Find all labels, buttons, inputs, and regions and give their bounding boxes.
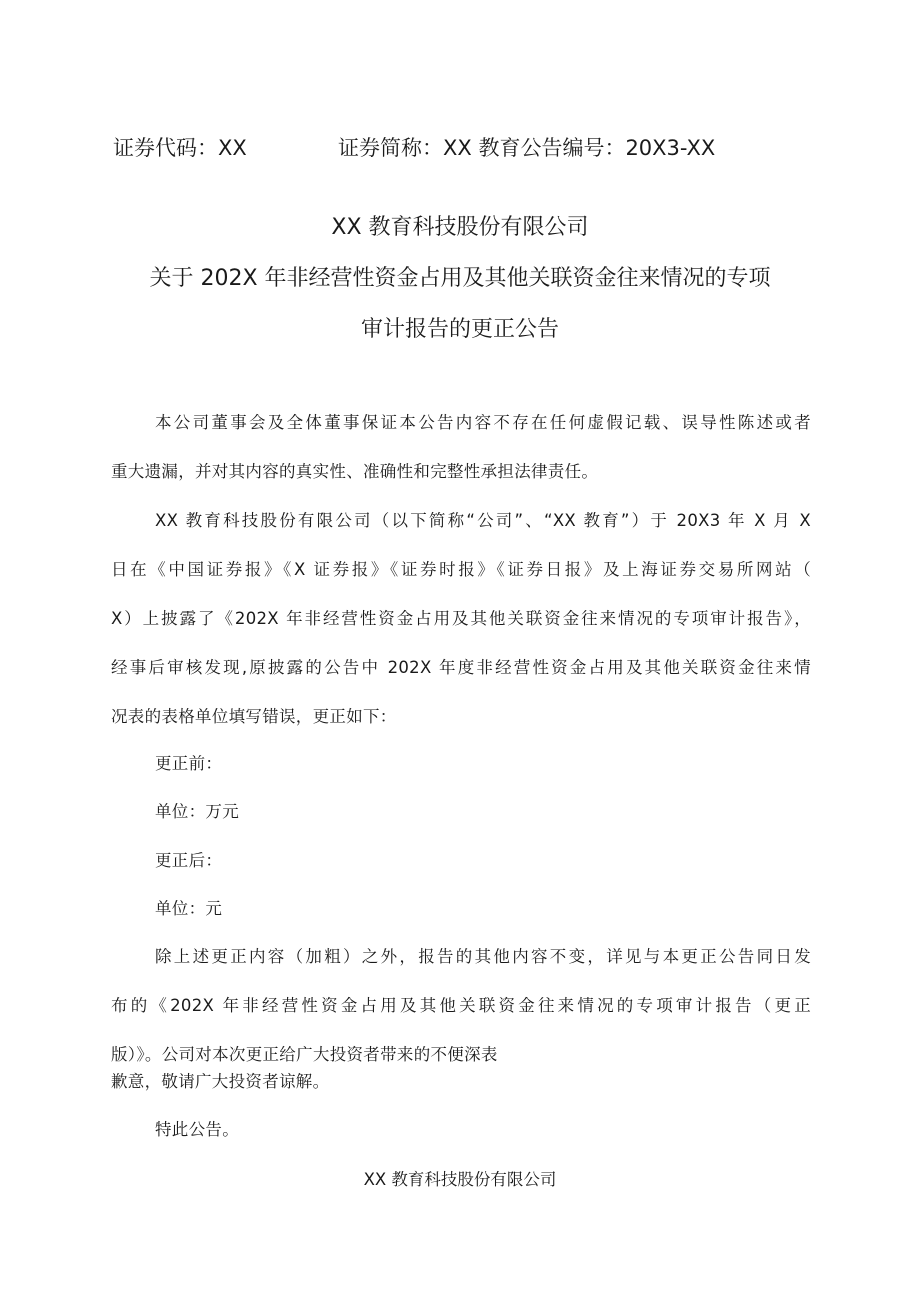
closing-line-4: 歉意，敬请广大投资者谅解。 — [111, 1072, 330, 1091]
title-subject-line1: 关于 202X 年非经营性资金占用及其他关联资金往来情况的专项 — [149, 266, 771, 291]
closing-line-2: 布的《202X 年非经营性资金占用及其他关联资金往来情况的专项审计报告（更正 — [111, 996, 811, 1015]
before-unit: 单位：万元 — [155, 802, 239, 821]
intro-line-1: XX 教育科技股份有限公司（以下简称“公司”、“XX 教育”）于 20X3 年 X 月 X — [155, 511, 811, 530]
closing-line-3: 版）》。公司对本次更正给广大投资者带来的不便深表 — [111, 1045, 498, 1064]
stock-name-and-number: 证券简称：XX 教育公告编号：20X3-XX — [338, 136, 716, 160]
title-subject-line2: 审计报告的更正公告 — [360, 317, 559, 342]
title-company: XX 教育科技股份有限公司 — [331, 215, 589, 240]
before-label: 更正前： — [155, 754, 223, 773]
after-unit: 单位：元 — [155, 899, 223, 918]
signature-company: XX 教育科技股份有限公司 — [363, 1170, 557, 1189]
intro-line-2: 日在《中国证券报》《X 证券报》《证券时报》《证券日报》及上海证券交易所网站（ — [111, 560, 811, 579]
stock-code: 证券代码：XX — [113, 136, 247, 160]
statement-line-2: 重大遗漏，并对其内容的真实性、准确性和完整性承担法律责任。 — [111, 462, 599, 481]
announcement-closing: 特此公告。 — [155, 1120, 239, 1139]
intro-line-3: X）上披露了《202X 年非经营性资金占用及其他关联资金往来情况的专项审计报告》， — [111, 609, 811, 628]
intro-line-5: 况表的表格单位填写错误，更正如下： — [111, 707, 397, 726]
intro-line-4: 经事后审核发现,原披露的公告中 202X 年度非经营性资金占用及其他关联资金往来情 — [111, 658, 811, 677]
after-label: 更正后： — [155, 851, 223, 870]
statement-line-1: 本公司董事会及全体董事保证本公告内容不存在任何虚假记载、误导性陈述或者 — [155, 413, 811, 432]
closing-line-1: 除上述更正内容（加粗）之外，报告的其他内容不变，详见与本更正公告同日发 — [155, 947, 811, 966]
